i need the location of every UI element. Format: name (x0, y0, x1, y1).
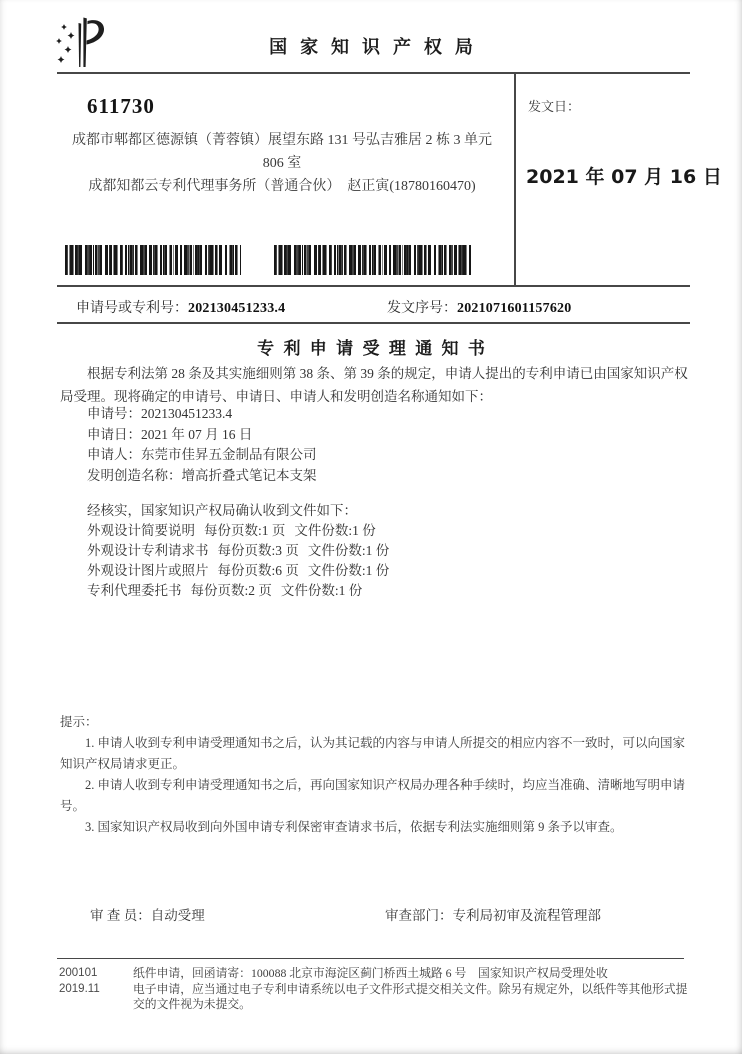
address-line-1: 成都市郫都区德源镇（菁蓉镇）展望东路 131 号弘吉雅居 2 栋 3 单元 (72, 133, 492, 148)
dispatch-date-label: 发文日： (528, 99, 581, 114)
address-line-2: 806 室 (262, 156, 302, 171)
examiner-label: 审 查 员： (90, 908, 151, 923)
mailing-address-block (58, 129, 506, 198)
serial-number-row (387, 297, 571, 317)
hint-item-3: 3. 国家知识产权局收到向外国申请专利保密审查请求书后，依据专利法实施细则第 9 条予以审查。 (85, 820, 623, 834)
department-label: 审查部门： (385, 908, 453, 923)
hint-item-2: 2. 申请人收到专利申请受理通知书之后，再向国家知识产权局办理各种手续时，均应当准确、清晰地写明申请号。 (60, 778, 686, 813)
hint-item-1: 1. 申请人收到专利申请受理通知书之后，认为其记载的内容与申请人所提交的相应内容不一致时，可以向国家知识产权局请求更正。 (60, 736, 686, 771)
hints-label: 提示： (60, 715, 98, 729)
postal-code: 611730 (87, 94, 155, 118)
notice-intro-paragraph: 根据专利法第 28 条及其实施细则第 38 条、第 39 条的规定，申请人提出的专利申请已由国家知识产权局受理。现将确定的申请号、申请日、申请人和发明创造名称通知如下： (60, 366, 688, 404)
dispatch-box-divider (514, 72, 516, 285)
received-item: 外观设计简要说明 每份页数:1 页 文件份数:1 份 (87, 522, 376, 538)
agent-line: 成都知都云专利代理事务所（普通合伙） 赵正寅(18780160470) (88, 179, 476, 194)
dispatch-date-value: 2021 年 07 月 16 日 (526, 166, 722, 188)
application-number-value: 202130451233.4 (188, 301, 286, 316)
examiner-value: 自动受理 (150, 908, 205, 923)
footer-paper-note: 纸件申请，回函请寄：100088 北京市海淀区蓟门桥西土城路 6 号 国家知识产权局受理处收 (133, 966, 608, 980)
form-code: 200101 (59, 967, 98, 979)
received-item: 外观设计图片或照片 每份页数:6 页 文件份数:1 份 (87, 562, 390, 578)
serial-number-value: 2021071601157620 (457, 301, 572, 316)
barcode-left-icon (65, 245, 241, 275)
form-code-block (59, 966, 100, 997)
field-application-date: 申请日：2021 年 07 月 16 日 (87, 426, 253, 442)
department-value: 专利局初审及流程管理部 (452, 908, 601, 923)
notice-title: 专利申请受理通知书 (257, 339, 495, 358)
examiner-row (90, 904, 205, 924)
received-item: 专利代理委托书 每份页数:2 页 文件份数:1 份 (87, 582, 363, 598)
footer-notes (133, 966, 691, 1013)
field-application-number: 申请号：202130451233.4 (87, 406, 233, 421)
application-number-row (76, 297, 285, 317)
barcode-right-icon (274, 245, 472, 275)
hints-section (60, 712, 696, 838)
reference-band-bottom-rule (57, 322, 690, 324)
serial-number-label: 发文序号： (387, 301, 457, 316)
application-number-label: 申请号或专利号： (76, 301, 188, 316)
field-applicant: 申请人：东莞市佳昇五金制品有限公司 (87, 447, 317, 462)
reference-band-top-rule (57, 285, 690, 287)
header-rule (57, 72, 690, 74)
footer-electronic-note: 电子申请，应当通过电子专利申请系统以电子文件形式提交相关文件。除另有规定外，以纸件等其他形式提交的文件视为未提交。 (133, 981, 688, 1011)
agency-title: 国家知识产权局 (269, 37, 486, 57)
application-fields (60, 404, 690, 486)
field-invention-title: 发明创造名称：增高折叠式笔记本支架 (87, 467, 317, 483)
form-version: 2019.11 (59, 982, 100, 995)
department-row (385, 904, 601, 924)
received-item: 外观设计专利请求书 每份页数:3 页 文件份数:1 份 (87, 542, 390, 558)
footer-rule (57, 958, 684, 959)
received-documents (60, 501, 690, 601)
received-intro: 经核实，国家知识产权局确认收到文件如下： (87, 503, 357, 518)
